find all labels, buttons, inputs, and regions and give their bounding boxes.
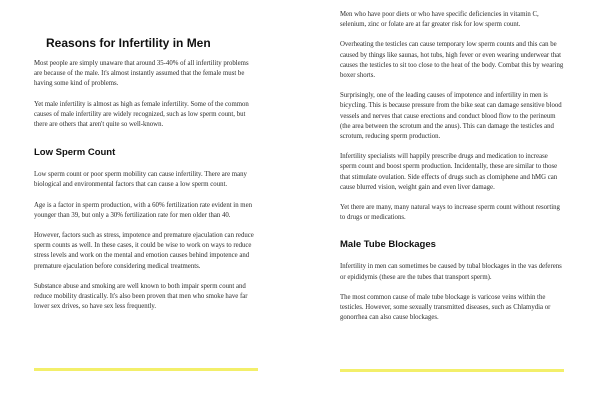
section-heading-male-tube-blockages: Male Tube Blockages <box>340 239 436 251</box>
section-heading-low-sperm-count: Low Sperm Count <box>34 147 116 159</box>
body-paragraph: However, factors such as stress, impotence and premature ejaculation can reduce sperm counts as well. In these cases, it could be wise to work on ways to reduce stress levels and work on the mental and emotion causes behind impotence and premature ejaculation before considering medical treatments. <box>34 232 254 270</box>
right-page <box>300 0 600 412</box>
right-text-column <box>340 10 564 333</box>
body-paragraph: Men who have poor diets or who have specific deficiencies in vitamin C, selenium, zinc or folate are at far greater risk for low sperm count. <box>340 11 539 29</box>
intro-paragraph: Most people are simply unaware that around 35-40% of all infertility problems are because of the male. It's almost instantly assumed that the female must be having some kind of problems. <box>34 60 249 88</box>
body-paragraph: Infertility specialists will happily prescribe drugs and medication to increase sperm count and boost sperm production. Incidentally, these are similar to those that stimulate ovulation. Side effects of drugs such as clomiphene and hMG can cause blurred vision, weight gain and even liver damage. <box>340 153 558 191</box>
footer-divider <box>340 369 564 372</box>
body-paragraph: Overheating the testicles can cause temporary low sperm counts and this can be caused by things like saunas, hot tubs, high fever or even wearing underwear that causes the testicles to sit too close to the heat of the body. Combat this by wearing boxer shorts. <box>340 41 564 80</box>
body-paragraph: The most common cause of male tube blockage is varicose veins within the testicles. However, some sexually transmitted diseases, such as Chlamydia or gonorrhea can also cause blockages. <box>340 293 551 322</box>
left-text-column <box>34 36 258 322</box>
body-paragraph: Low sperm count or poor sperm mobility can cause infertility. There are many biological and environmental factors that can cause a low sperm count. <box>34 171 247 189</box>
body-paragraph: Age is a factor in sperm production, with a 60% fertilization rate evident in men younger than 39, but only a 30% fertilization rate for men older than 40. <box>34 201 252 219</box>
body-paragraph: Surprisingly, one of the leading causes of impotence and infertility in men is bicycling. This is because pressure from the bike seat can damage sensitive blood vessels and nerves that cause erections and conduct blood flow to the perineum (the area between the scrotum and the anus). This can damage the testicles and scrotum, reducing sperm production. <box>340 92 562 141</box>
left-page <box>0 0 290 412</box>
page-title: Reasons for Infertility in Men <box>46 36 211 50</box>
body-paragraph: Substance abuse and smoking are well known to both impair sperm count and reduce mobility drastically. It's also been proven that men who smoke have far lower sex drives, so have sex less frequently. <box>34 282 248 311</box>
footer-divider <box>34 368 258 371</box>
body-paragraph: Yet there are many, many natural ways to increase sperm count without resorting to drugs or medications. <box>340 204 560 222</box>
intro-paragraph: Yet male infertility is almost as high as female infertility. Some of the common causes of male infertility are widely recognized, such as low sperm count, but there are others that aren't quite so well-known. <box>34 100 249 129</box>
body-paragraph: Infertility in men can sometimes be caused by tubal blockages in the vas deferens or epididymis (these are the tubes that transport sperm). <box>340 263 562 281</box>
